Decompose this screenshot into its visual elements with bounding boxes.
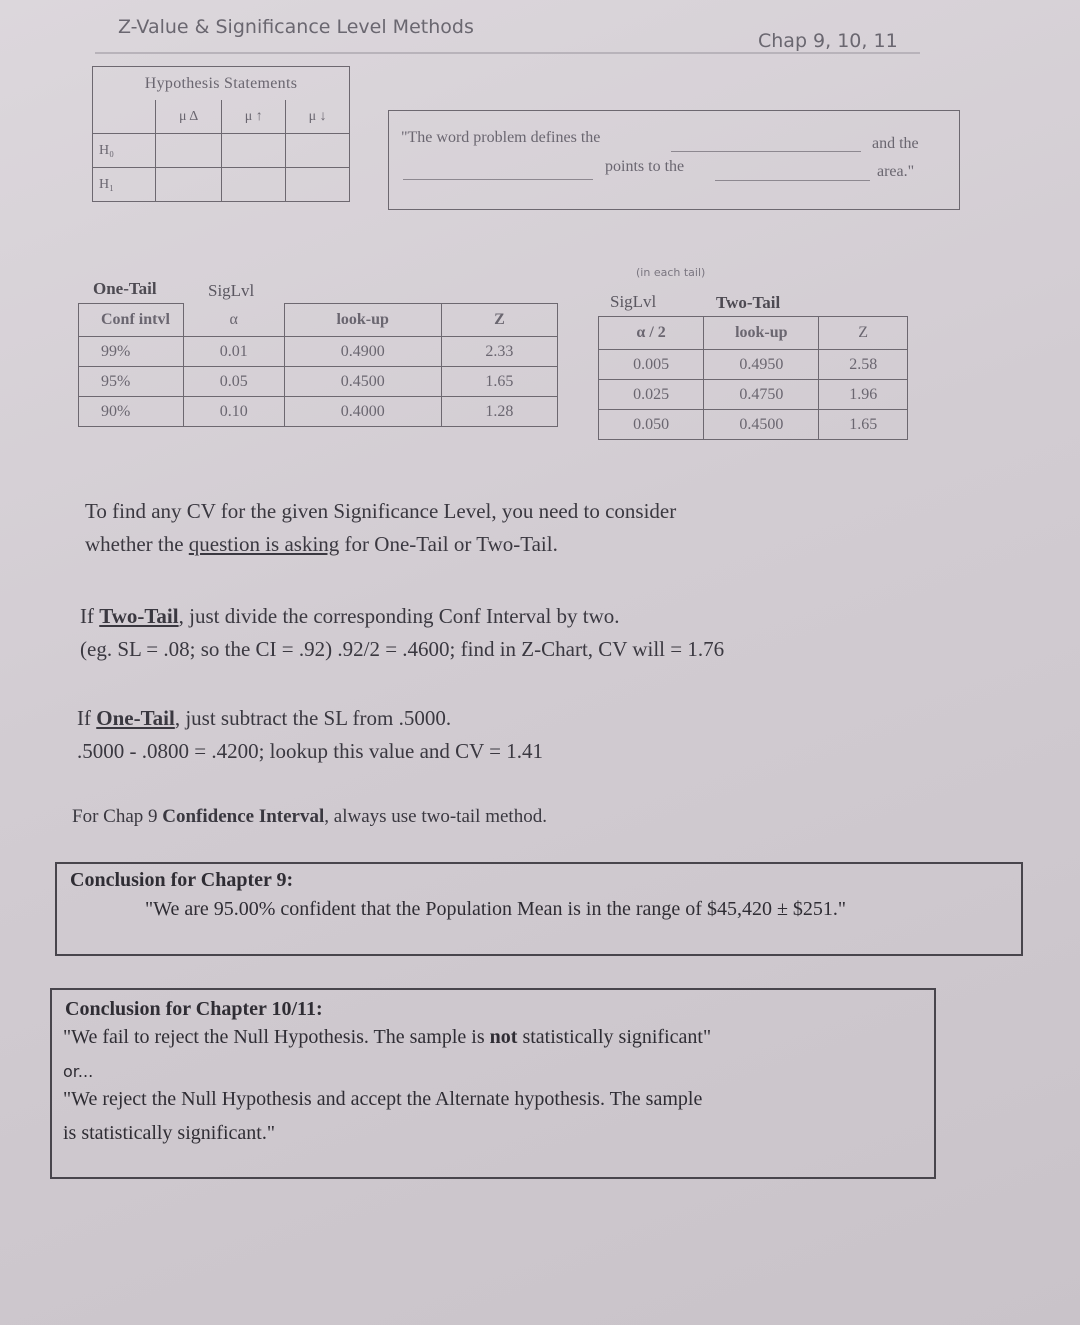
symbol-mu-up: μ ↑ — [222, 100, 286, 134]
one-tail-instruction: If One-Tail, just subtract the SL from .5000. .5000 - .0800 = .4200; lookup this value and CV = 1.41 — [77, 706, 544, 763]
conclusion1011-fail: "We fail to reject the Null Hypothesis. The sample is not statistically significant" — [63, 1026, 712, 1048]
two-tail-instruction: If Two-Tail, just divide the corresponding Conf Interval by two. (eg. SL = .08; so the CI = .92) .92/2 = .4600; find in Z-Chart, CV will = 1.76 — [80, 604, 725, 661]
hypothesis-title: Hypothesis Statements — [93, 67, 350, 101]
one-tail-siglvl-label: SigLvl — [208, 281, 255, 300]
table-row: 95% 0.05 0.4500 1.65 — [79, 367, 558, 397]
conclusion1011-title: Conclusion for Chapter 10/11: — [65, 998, 323, 1020]
table-row: 90% 0.10 0.4000 1.28 — [79, 397, 558, 427]
table-row: 0.005 0.4950 2.58 — [599, 350, 908, 380]
one-tail-table — [78, 303, 558, 427]
conclusion1011-reject-cont: is statistically significant." — [63, 1122, 276, 1144]
two-tail-table — [598, 316, 908, 440]
two-tail-siglvl-label: SigLvl — [610, 292, 657, 311]
conclusion9-quote: "We are 95.00% confident that the Population Mean is in the range of $45,420 ± $251." — [145, 898, 847, 920]
one-tail-label: One-Tail — [93, 279, 157, 298]
blank-line — [403, 179, 593, 180]
table-row: 0.025 0.4750 1.96 — [599, 380, 908, 410]
conclusion-chapter9-box — [55, 862, 1023, 956]
col-header: look-up — [284, 304, 441, 337]
word-problem-part4: area." — [877, 163, 915, 180]
conclusion1011-reject: "We reject the Null Hypothesis and accept the Alternate hypothesis. The sample — [63, 1088, 703, 1110]
blank-line — [715, 180, 870, 181]
in-each-tail-note: (in each tail) — [636, 266, 706, 279]
chapter-label: Chap 9, 10, 11 — [758, 30, 898, 52]
table-row: 99% 0.01 0.4900 2.33 — [79, 337, 558, 367]
word-problem-part3: points to the — [605, 158, 685, 175]
conclusion1011-or: or... — [63, 1062, 94, 1081]
table-row: 0.050 0.4500 1.65 — [599, 410, 908, 440]
word-problem-box — [388, 110, 960, 210]
cv-instruction: To find any CV for the given Significance Level, you need to consider whether the question is asking for One-Tail or Two-Tail. — [85, 499, 677, 556]
col-header: look-up — [704, 317, 819, 350]
header-rule — [95, 52, 920, 54]
col-header: Conf intvl — [79, 304, 184, 337]
page-title: Z-Value & Significance Level Methods — [118, 16, 474, 38]
col-header: α — [183, 304, 284, 337]
blank-line — [671, 151, 861, 152]
alt-hypothesis-label: H₁ — [93, 168, 156, 202]
conclusion-chapter10-11-box — [50, 988, 936, 1179]
hypothesis-table — [92, 66, 350, 202]
col-header: Z — [819, 317, 908, 350]
null-hypothesis-label: H₀ — [93, 134, 156, 168]
col-header: Z — [441, 304, 557, 337]
two-tail-label: Two-Tail — [716, 293, 781, 312]
word-problem-part1: "The word problem defines the — [401, 129, 601, 146]
conclusion9-title: Conclusion for Chapter 9: — [70, 869, 294, 891]
col-header: α / 2 — [599, 317, 704, 350]
symbol-mu-down: μ ↓ — [286, 100, 350, 134]
symbol-mu-delta: μ Δ — [156, 100, 222, 134]
word-problem-part2: and the — [872, 135, 919, 152]
chapter9-instruction: For Chap 9 Confidence Interval, always use two-tail method. — [72, 806, 547, 827]
